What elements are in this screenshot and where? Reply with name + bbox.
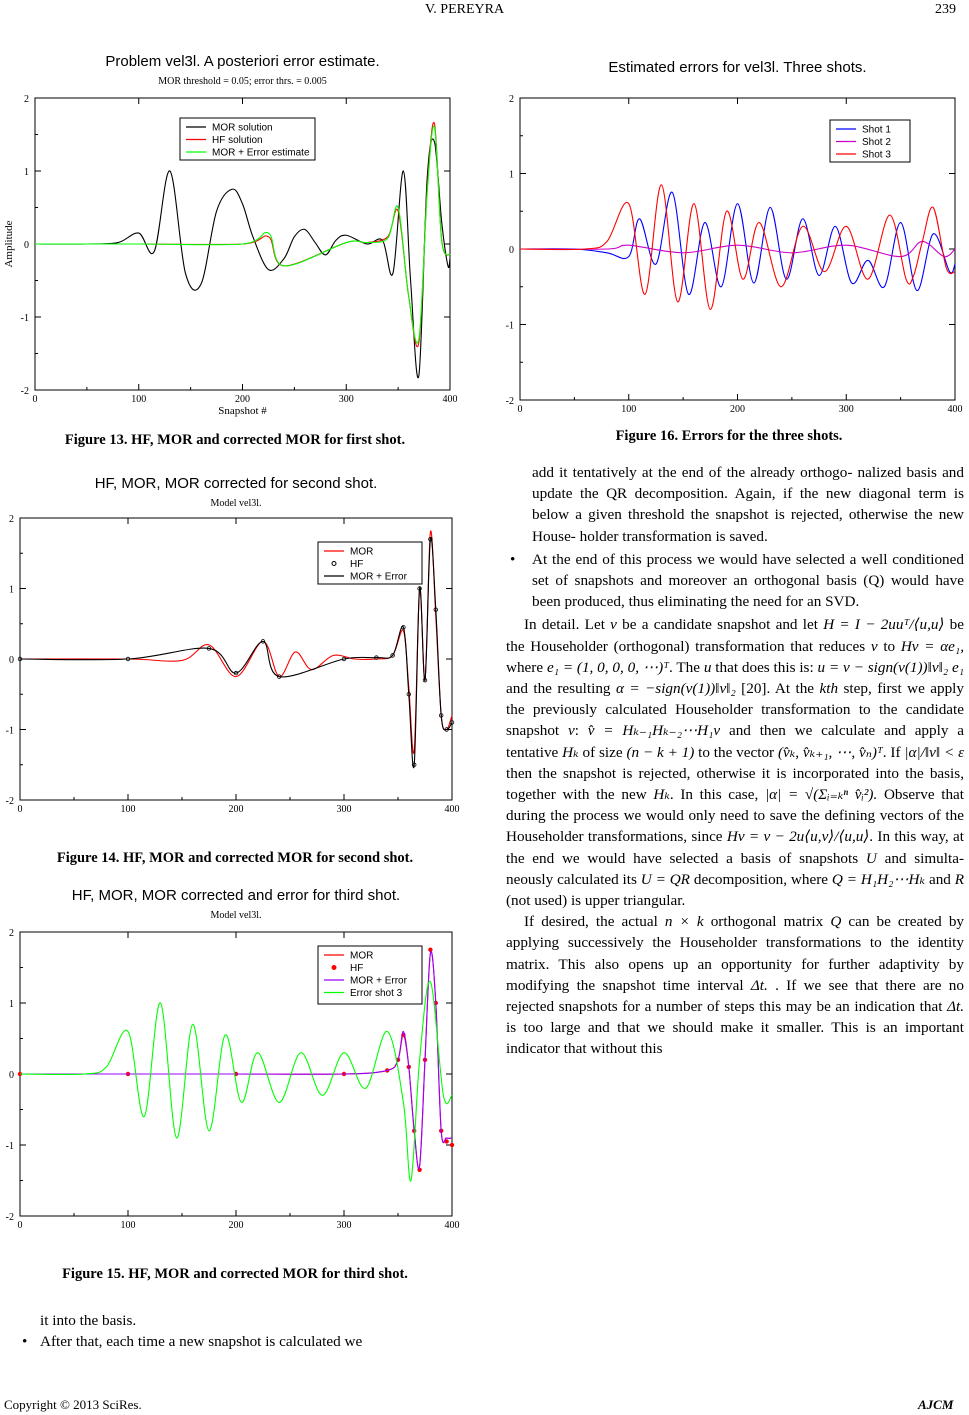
y-tick-label: 2 (9, 514, 14, 525)
x-tick-label: 300 (338, 394, 354, 405)
x-tick-label: 300 (336, 1220, 352, 1231)
detail-text: of size (582, 743, 623, 761)
math-vector: (v̂ₖ, v̂ₖ₊₁, ⋯, v̂ₙ)ᵀ (777, 743, 883, 761)
math-Q: Q (830, 913, 842, 931)
y-tick-label: 2 (509, 94, 514, 105)
final-text: . If we see that there are no rejected snapshots for a number of steps this may be an indication that (506, 976, 964, 1016)
x-tick-label: 300 (336, 804, 352, 815)
chart-title: HF, MOR, MOR corrected for second shot. (94, 475, 378, 492)
right-bullet-2 (506, 549, 964, 613)
legend-label: MOR + Error estimate (212, 147, 310, 159)
kth-text: kth (819, 680, 839, 698)
chart-subtitle: MOR threshold = 0.05; error thrs. = 0.005 (158, 76, 327, 87)
math-dt: Δt. (750, 976, 768, 994)
series-line (520, 192, 955, 294)
right-final-para (506, 911, 964, 1059)
series-line (20, 981, 452, 1181)
x-tick-label: 300 (838, 404, 854, 415)
detail-text: that does this is: (715, 658, 814, 676)
math-vhat: v̂ = Hₖ₋₁Hₖ₋₂⋯H₁v (587, 722, 721, 740)
math-hk: Hₖ (653, 786, 670, 804)
detail-text: decomposition, where (693, 870, 829, 888)
legend-label: MOR (350, 546, 374, 558)
y-tick-label: 1 (9, 584, 14, 596)
detail-text: step, first we apply the previously calculated Householder transformation to the candidate snapshot (506, 680, 964, 740)
x-tick-label: 0 (17, 1220, 23, 1231)
legend-label: Error shot 3 (350, 988, 403, 999)
detail-text: . The (669, 658, 700, 676)
detail-text: to (883, 637, 896, 655)
x-tick-label: 200 (235, 394, 250, 405)
figure-13-caption: Figure 13. HF, MOR and corrected MOR for first shot. (64, 432, 406, 448)
chart-title: HF, MOR, MOR corrected and error for third shot. (71, 887, 401, 904)
detail-text: to the vector (698, 743, 775, 761)
right-para-1: add it tentatively at the end of the already orthogo- nalized basis and update the QR decomposition. Again, if the new diagonal term is below a given threshold the snapshot is rejected, otherwise the new House- holder transformation is saved. (532, 464, 964, 545)
y-tick-label: -2 (5, 796, 14, 807)
y-tick-label: 0 (509, 245, 514, 256)
x-tick-label: 200 (228, 1220, 244, 1231)
page-number: 239 (935, 2, 956, 17)
x-axis-label: Snapshot # (218, 405, 267, 417)
legend-label: HF (350, 963, 364, 974)
y-tick-label: -1 (505, 320, 514, 332)
figure-14-chart (0, 470, 470, 825)
figure-15 (0, 882, 470, 1242)
legend-label: MOR solution (212, 122, 273, 134)
x-tick-label: 100 (621, 404, 637, 415)
detail-text: . If (882, 743, 901, 761)
x-tick-label: 100 (120, 804, 136, 815)
math-size: (n − k + 1) (626, 743, 695, 761)
math-U: U (865, 849, 877, 867)
final-text: orthogonal matrix (710, 913, 824, 931)
legend-label: Shot 2 (862, 137, 891, 148)
running-header-author: V. PEREYRA (425, 2, 505, 17)
legend-label: MOR + Error (350, 571, 407, 583)
left-para-end: it into the basis. (40, 1312, 137, 1329)
detail-text: where (506, 658, 544, 676)
legend-label: HF (350, 559, 364, 570)
x-tick-label: 100 (120, 1220, 136, 1231)
figure-13-chart (0, 48, 470, 423)
detail-text: and simulta- neously calculated its (506, 849, 965, 888)
footer-journal: AJCM (918, 1397, 954, 1412)
right-bullet-2-text: At the end of this process we would have selected a well conditioned set of snapshots and moreover an orthogonal basis (Q) would have been produced, thus eliminating the need for an SVD. (532, 550, 964, 611)
y-tick-label: 0 (24, 240, 29, 251)
detail-text: and (928, 870, 951, 888)
left-bullet (22, 1331, 462, 1352)
math-householder-def: H = I − 2uuᵀ/⟨u,u⟩ (823, 616, 945, 634)
y-axis-label: Amplitude (3, 220, 15, 268)
bullet-dot: • (510, 550, 516, 568)
final-text: is too large and that we should make it smaller. This is an important indicator that without this (506, 1019, 964, 1058)
right-detail-para: In detail. Let v be a candidate snapshot and let H = I − 2uuᵀ/⟨u,u⟩ be the Householder (orthogonal) transformation that reduces v to Hv = αe₁, where e₁ = (1, 0, 0, 0, ⋯)ᵀ. The u that does this is: u = v − sign(v(1))‖v‖₂ e₁ and the resulting α = −sign(v(1))‖v‖₂ [20]. At the kth step, first we apply the previously calculated Householder transformation to the candidate snapshot v: v̂ = Hₖ₋₁Hₖ₋₂⋯H₁v and then we calculate and apply a tentative Hₖ of size (n − k + 1) to the vector (v̂ₖ, v̂ₖ₊₁, ⋯, v̂ₙ)ᵀ. If |α|/‖v‖ < ε then the snapshot is rejected, otherwise it is incorporated into the basis, together with the new Hₖ. In this case, |α| = √(Σᵢ₌ₖⁿ v̂ᵢ²). Observe that during the process we would only need to save the defining vectors of the Householder transformations, since Hv = v − 2u⟨u,v⟩/⟨u,u⟩. In this way, at the end we would have selected a basis of snapshots U and simulta- neously calculated its U = QR decomposition, where Q = H₁H₂⋯Hₖ and R (not used) is upper triangular. (506, 616, 965, 910)
x-tick-label: 0 (32, 394, 38, 405)
math-hv: Hv = αe₁, (900, 637, 964, 655)
x-tick-label: 200 (730, 404, 745, 415)
y-tick-label: -2 (5, 1212, 14, 1223)
x-tick-label: 0 (17, 804, 23, 815)
y-tick-label: 2 (24, 94, 29, 105)
detail-text: (not used) is upper triangular. (506, 892, 686, 910)
math-alpha-abs: |α| = √(Σᵢ₌ₖⁿ v̂ᵢ²). (764, 786, 878, 804)
detail-text: Observe that during the process we would only need to save the defining vectors of the Householder transformations, since (506, 786, 965, 846)
math-u-def: u = v − sign(v(1))‖v‖₂ e₁ (817, 658, 965, 676)
detail-text: then the snapshot is rejected, otherwise it is incorporated into the basis, together with the new (506, 764, 964, 804)
chart-title: Estimated errors for vel3l. Three shots. (608, 59, 867, 76)
math-hv-save: Hv = v − 2u⟨u,v⟩/⟨u,u⟩ (726, 828, 870, 846)
figure-16 (490, 48, 968, 418)
y-tick-label: 1 (509, 169, 514, 181)
series-line (35, 139, 450, 378)
chart-title: Problem vel3l. A posteriori error estimate. (105, 53, 380, 70)
x-tick-label: 100 (131, 394, 147, 405)
right-column-text (506, 462, 964, 1060)
math-alpha-def: α = −sign(v(1))‖v‖₂ (615, 680, 736, 698)
detail-text: and then we calculate and apply a tentative (506, 722, 964, 761)
footer-copyright: Copyright © 2013 SciRes. (4, 1397, 142, 1412)
legend-label: Shot 1 (862, 124, 891, 136)
math-dt: Δt. (947, 998, 965, 1016)
chart-subtitle: Model vel3l. (210, 498, 262, 509)
final-text: If desired, the actual (524, 913, 658, 931)
math-v: v (610, 616, 617, 634)
legend-label: HF solution (212, 135, 263, 146)
series-point (429, 948, 433, 952)
figure-15-caption: Figure 15. HF, MOR and corrected MOR for third shot. (62, 1266, 408, 1282)
math-hk: Hₖ (562, 743, 579, 761)
x-tick-label: 200 (228, 804, 244, 815)
bullet-dot: • (22, 1333, 28, 1351)
y-tick-label: 1 (24, 167, 29, 178)
left-column-text (22, 1310, 462, 1352)
y-tick-label: 0 (9, 1070, 14, 1081)
figure-16-chart (490, 48, 968, 418)
y-tick-label: 0 (9, 655, 14, 666)
legend-label: Shot 3 (862, 149, 891, 161)
final-text: can be created by applying successively the Householder transformations to the identity matrix. This also opens up an opportunity for further adaptivity by modifying the snapshot time interval (506, 913, 965, 994)
figure-14 (0, 470, 470, 825)
legend-label: MOR (350, 950, 374, 962)
math-e1: e₁ = (1, 0, 0, 0, ⋯)ᵀ (546, 658, 669, 676)
detail-text: . In this way, at the end we would have selected a basis of snapshots (506, 828, 965, 867)
y-tick-label: -1 (20, 313, 29, 324)
y-tick-label: -2 (505, 396, 514, 407)
y-tick-label: 1 (9, 999, 14, 1010)
x-tick-label: 400 (442, 394, 458, 405)
math-v: v (567, 722, 575, 740)
detail-text: be a candidate snapshot and let (622, 616, 818, 634)
detail-text: be the Householder (orthogonal) transformation that reduces (506, 616, 964, 655)
detail-text: In detail. Let (524, 616, 605, 634)
y-tick-label: -2 (20, 386, 29, 397)
chart-subtitle: Model vel3l. (210, 910, 262, 921)
math-condition: |α|/‖v‖ < ε (904, 743, 965, 761)
series-point (450, 1143, 454, 1147)
math-v: v (870, 637, 878, 655)
x-tick-label: 0 (517, 404, 523, 415)
figure-16-caption: Figure 16. Errors for the three shots. (615, 428, 843, 444)
detail-text: [20]. At the (741, 680, 815, 698)
math-uqr: U = QR (640, 870, 690, 888)
legend-label: MOR + Error (350, 975, 407, 987)
y-tick-label: -1 (5, 1141, 14, 1152)
y-tick-label: 2 (9, 928, 14, 939)
math-u: u (703, 658, 712, 676)
detail-text: and the resulting (506, 680, 611, 698)
x-tick-label: 400 (444, 804, 460, 815)
math-R: R (954, 870, 965, 888)
math-nxk: n × k (664, 913, 704, 931)
figure-15-chart (0, 882, 470, 1242)
math-q-def: Q = H₁H₂⋯Hₖ (831, 870, 926, 888)
x-tick-label: 400 (444, 1220, 460, 1231)
x-tick-label: 400 (947, 404, 963, 415)
figure-13 (0, 48, 470, 423)
figure-14-caption: Figure 14. HF, MOR and corrected MOR for second shot. (56, 850, 414, 866)
legend-marker (332, 966, 336, 970)
y-tick-label: -1 (5, 725, 14, 737)
left-bullet-text: After that, each time a new snapshot is calculated we (40, 1333, 363, 1351)
detail-text: . In this case, (669, 786, 759, 804)
